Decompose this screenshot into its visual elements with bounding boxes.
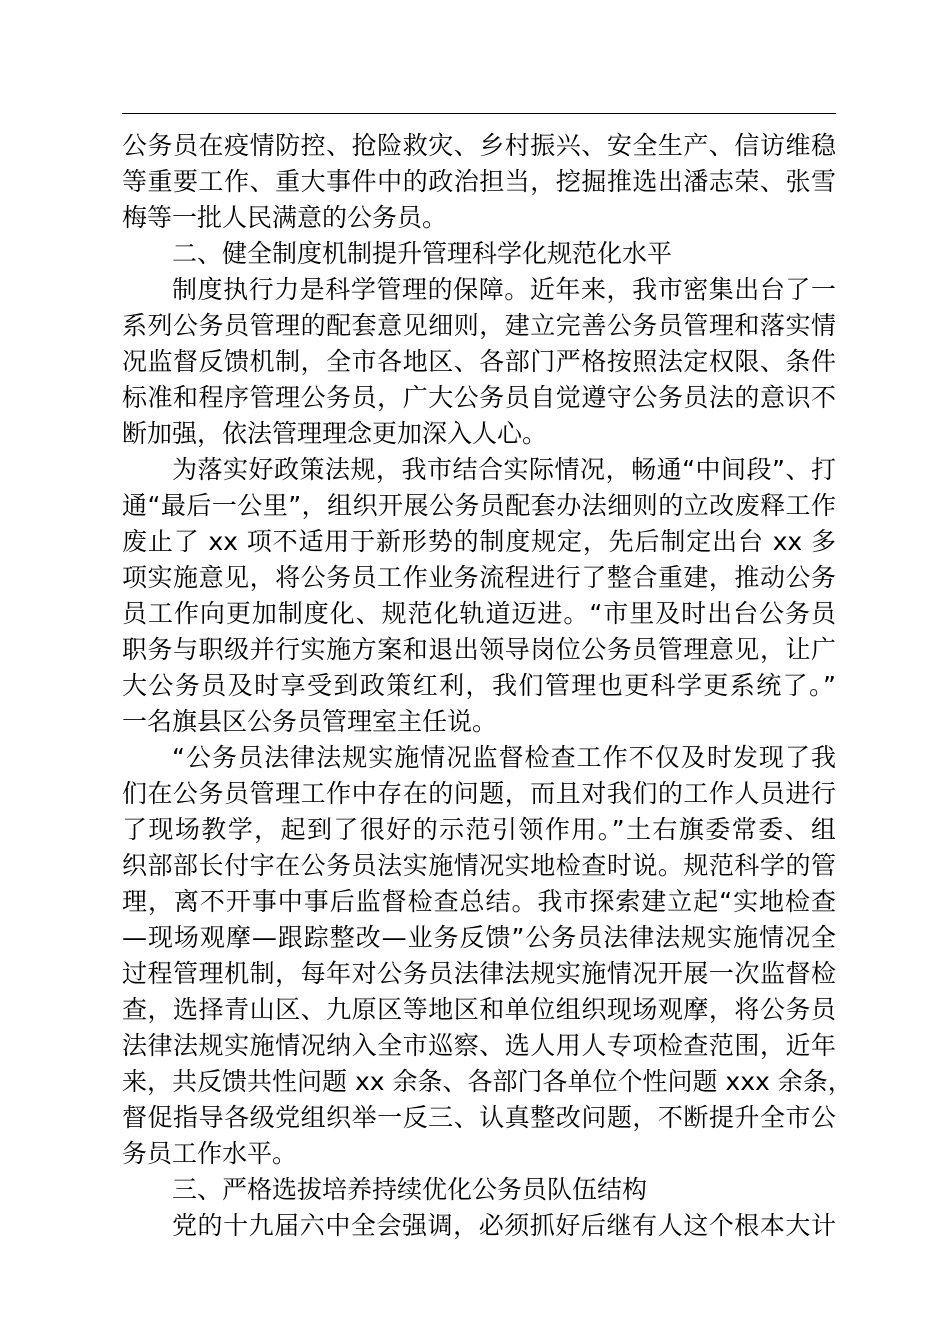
- text-line: 大公务员及时享受到政策红利，我们管理也更科学更系统了。”: [122, 671, 836, 700]
- text-line: 系列公务员管理的配套意见细则，建立完善公务员管理和落实情: [122, 311, 836, 340]
- text-line: 织部部长付宇在公务员法实施情况实地检查时说。规范科学的管: [122, 851, 836, 880]
- text-line: 制度执行力是科学管理的保障。近年来，我市密集出台了一: [172, 275, 836, 304]
- text-line: 职务与职级并行实施方案和退出领导岗位公务员管理意见，让广: [122, 635, 836, 664]
- text-line: 过程管理机制，每年对公务员法律法规实施情况开展一次监督检: [122, 959, 836, 988]
- text-line: 一名旗县区公务员管理室主任说。: [122, 707, 498, 736]
- text-line: 理，离不开事中事后监督检查总结。我市探索建立起“实地检查: [122, 887, 836, 916]
- section-heading: 三、严格选拔培养持续优化公务员队伍结构: [172, 1175, 648, 1204]
- text-line: 梅等一批人民满意的公务员。: [122, 203, 448, 232]
- text-line: 员工作向更加制度化、规范化轨道迈进。“市里及时出台公务员: [122, 599, 836, 628]
- text-line: 务员工作水平。: [122, 1139, 298, 1168]
- text-line: 项实施意见，将公务员工作业务流程进行了整合重建，推动公务: [122, 563, 836, 592]
- text-line: 况监督反馈机制，全市各地区、各部门严格按照法定权限、条件: [122, 347, 836, 376]
- text-line: —现场观摩—跟踪整改—业务反馈”公务员法律法规实施情况全: [122, 923, 836, 952]
- text-line: 们在公务员管理工作中存在的问题，而且对我们的工作人员进行: [122, 779, 836, 808]
- text-line: 督促指导各级党组织举一反三、认真整改问题，不断提升全市公: [122, 1103, 836, 1132]
- text-line: 为落实好政策法规，我市结合实际情况，畅通“中间段”、打: [172, 455, 836, 484]
- text-line: 通“最后一公里”，组织开展公务员配套办法细则的立改废释工作: [122, 491, 836, 520]
- text-line: 等重要工作、重大事件中的政治担当，挖掘推选出潘志荣、张雪: [122, 167, 836, 196]
- text-line: 废止了 xx 项不适用于新形势的制度规定，先后制定出台 xx 多: [122, 527, 836, 556]
- text-line: 断加强，依法管理理念更加深入人心。: [122, 419, 548, 448]
- text-line: 标准和程序管理公务员，广大公务员自觉遵守公务员法的意识不: [122, 383, 836, 412]
- section-heading: 二、健全制度机制提升管理科学化规范化水平: [172, 239, 673, 268]
- text-line: 来，共反馈共性问题 xx 余条、各部门各单位个性问题 xxx 余条，: [122, 1067, 853, 1096]
- text-line: 法律法规实施情况纳入全市巡察、选人用人专项检查范围，近年: [122, 1031, 836, 1060]
- text-line: 查，选择青山区、九原区等地区和单位组织现场观摩，将公务员: [122, 995, 836, 1024]
- text-line: 党的十九届六中全会强调，必须抓好后继有人这个根本大计: [172, 1211, 836, 1240]
- text-line: “公务员法律法规实施情况监督检查工作不仅及时发现了我: [172, 743, 836, 772]
- text-line: 公务员在疫情防控、抢险救灾、乡村振兴、安全生产、信访维稳: [122, 131, 836, 160]
- document-body: [122, 128, 853, 1244]
- header-rule: [122, 113, 836, 114]
- text-line: 了现场教学，起到了很好的示范引领作用。”土右旗委常委、组: [122, 815, 836, 844]
